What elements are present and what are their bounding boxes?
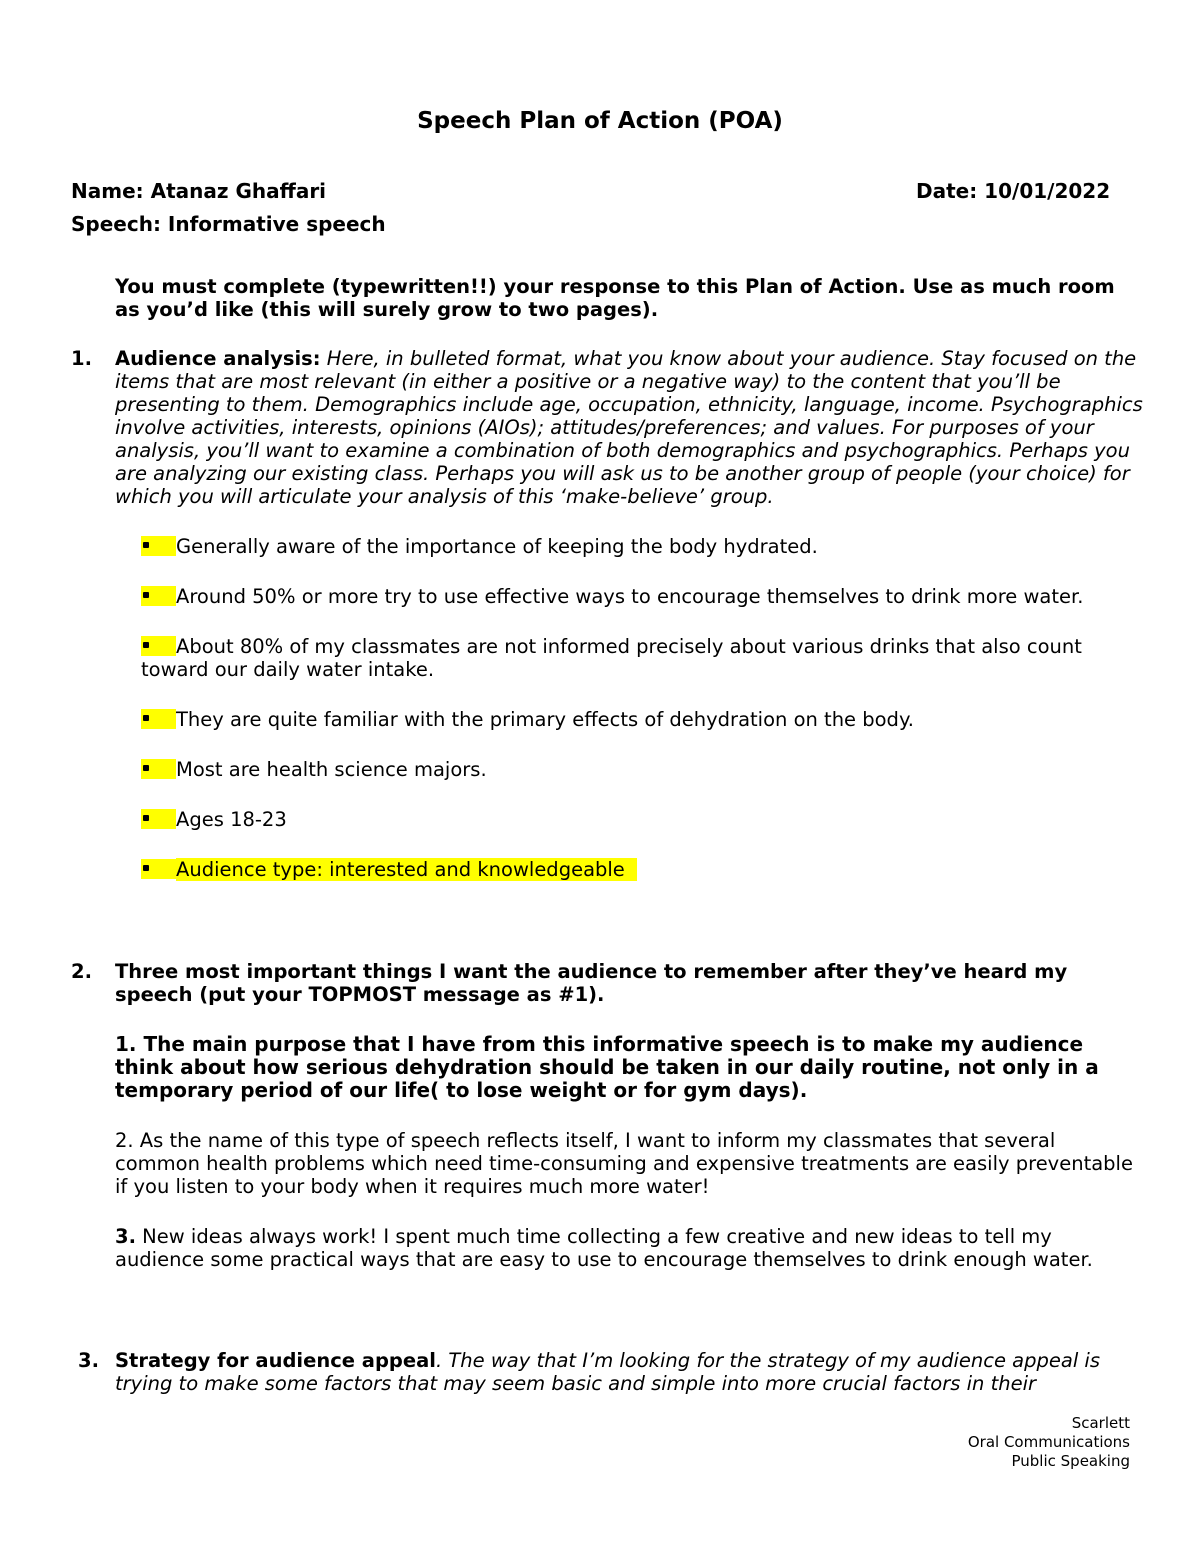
speech-type: Speech: Informative speech — [71, 212, 386, 236]
bullet-icon — [141, 636, 176, 656]
page-footer — [968, 1414, 1130, 1471]
footer-line-2: Oral Communications — [967, 1433, 1130, 1451]
key-point-3 — [115, 1225, 1145, 1271]
bullet-icon — [141, 536, 176, 556]
bullet-icon — [141, 859, 176, 879]
bullet-icon — [141, 586, 176, 606]
list-item: Generally aware of the importance of keeping the body hydrated. — [141, 535, 1141, 558]
footer-line-1: Scarlett — [1071, 1414, 1130, 1432]
section2-number: 2. — [71, 960, 92, 983]
section1-heading: Audience analysis: — [115, 347, 321, 370]
list-item — [141, 858, 1141, 881]
student-name: Name: Atanaz Ghaffari — [71, 179, 327, 203]
section1-number: 1. — [71, 347, 92, 370]
section3-number: 3. — [78, 1349, 99, 1372]
bullet-icon — [141, 759, 176, 779]
audience-bullet-list — [141, 535, 1141, 908]
list-item: They are quite familiar with the primary effects of dehydration on the body. — [141, 708, 1141, 731]
key-point-1: 1. The main purpose that I have from this informative speech is to make my audience think about how serious dehydration should be taken in our daily routine, not only in a temporary period of our life( to lose weight or for gym days). — [115, 1032, 1099, 1102]
speech-date: Date: 10/01/2022 — [916, 179, 1111, 203]
bullet-icon — [141, 709, 176, 729]
section2-heading: Three most important things I want the audience to remember after they’ve heard my speech (put your TOPMOST message as #1). — [115, 960, 1068, 1006]
section3-body — [115, 1349, 1145, 1395]
footer-line-3: Public Speaking — [1011, 1452, 1130, 1470]
key-point-3-text: New ideas always work! I spent much time collecting a few creative and new ideas to tell my audience some practical ways that are easy to use to encourage themselves to drink enough water. — [115, 1225, 1093, 1271]
section3-heading: Strategy for audience appeal — [115, 1349, 436, 1372]
section1-instructions: Here, in bulleted format, what you know about your audience. Stay focused on the items that are most relevant (in either a positive or a negative way) to the content that you’ll be presenting to them. Demographics include age, occupation, ethnicity, language, income. Psychographics involve activities, interests, opinions (AIOs); attitudes/preferences; and values. For purposes of your analysis, you’ll want to examine a combination of both demographics and psychographics. Perhaps you are analyzing our existing class. Perhaps you will ask us to be another group of people (your choice) for which you will articulate your analysis of this ‘make-believe’ group. — [115, 347, 1143, 508]
key-point-3-number: 3. — [115, 1225, 136, 1248]
list-item: About 80% of my classmates are not informed precisely about various drinks that also count toward our daily water intake. — [141, 635, 1082, 681]
intro-instructions: You must complete (typewritten!!) your response to this Plan of Action. Use as much room as you’d like (this will surely grow to two pages). — [115, 275, 1115, 321]
list-item: Most are health science majors. — [141, 758, 1141, 781]
bullet-icon — [141, 809, 176, 829]
page-title: Speech Plan of Action (POA) — [417, 108, 783, 134]
key-point-2: 2. As the name of this type of speech reflects itself, I want to inform my classmates that several common health problems which need time-consuming and expensive treatments are easily preventable if you listen to your body when it requires much more water! — [115, 1129, 1133, 1198]
section3-text: . The way that I’m looking for the strategy of my audience appeal is trying to make some factors that may seem basic and simple into more crucial factors in their — [115, 1349, 1101, 1395]
section1-body — [115, 347, 1145, 508]
audience-type-highlight: Audience type: interested and knowledgeable — [176, 858, 637, 881]
list-item: Ages 18-23 — [141, 808, 1141, 831]
list-item: Around 50% or more try to use effective ways to encourage themselves to drink more water. — [141, 585, 1141, 608]
